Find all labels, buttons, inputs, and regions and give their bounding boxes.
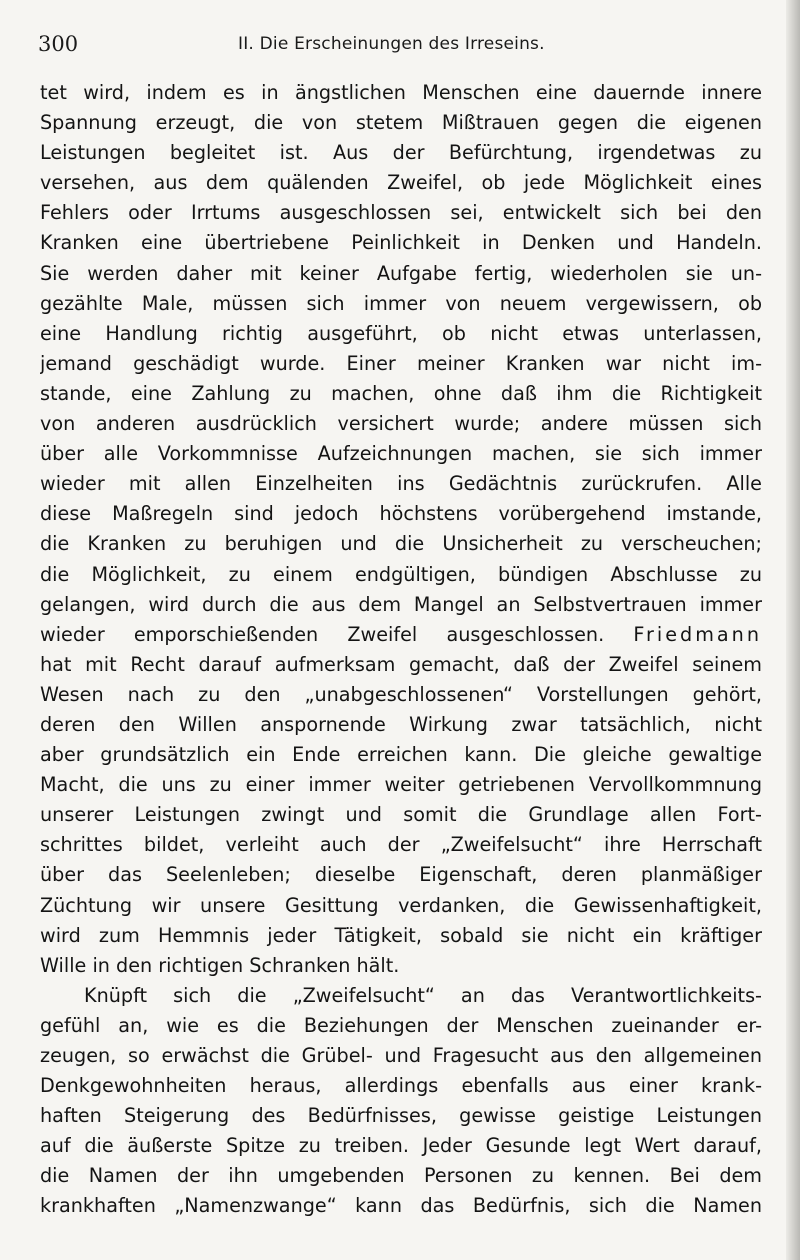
text-line: unserer Leistungen zwingt und somit die Grundlage allen Fort- bbox=[40, 803, 762, 827]
text-line: aber grundsätzlich ein Ende erreichen kann. Die gleiche gewaltige bbox=[40, 743, 762, 767]
text-line: gefühl an, wie es die Beziehungen der Menschen zueinander er- bbox=[40, 1013, 762, 1037]
text-line: über alle Vorkommnisse Aufzeichnungen machen, sie sich immer bbox=[40, 442, 762, 466]
body-text bbox=[40, 78, 762, 1222]
text-line: haften Steigerung des Bedürfnisses, gewisse geistige Leistungen bbox=[40, 1104, 762, 1128]
paragraph-first-line: Knüpft sich die „Zweifelsucht“ an das Verantwortlichkeits- bbox=[84, 983, 762, 1007]
text-line: Sie werden daher mit keiner Aufgabe fertig, wiederholen sie un- bbox=[40, 261, 762, 285]
text-line-part: wieder emporschießenden Zweifel ausgeschlossen. bbox=[40, 622, 605, 646]
text-line-with-name bbox=[40, 620, 762, 650]
text-line: wieder mit allen Einzelheiten ins Gedächtnis zurückrufen. Alle bbox=[40, 472, 762, 496]
text-line: Spannung erzeugt, die von stetem Mißtrauen gegen die eigenen bbox=[40, 111, 762, 135]
text-line: auf die äußerste Spitze zu treiben. Jeder Gesunde legt Wert darauf, bbox=[40, 1134, 762, 1158]
text-line: krankhaften „Namenzwange“ kann das Bedürfnis, sich die Namen bbox=[40, 1194, 762, 1218]
paragraph-last-line: Wille in den richtigen Schranken hält. bbox=[40, 953, 400, 977]
text-line: diese Maßregeln sind jedoch höchstens vorübergehend imstande, bbox=[40, 502, 762, 526]
text-line: zeugen, so erwächst die Grübel- und Fragesucht aus den allgemeinen bbox=[40, 1044, 762, 1067]
author-name: Friedmann bbox=[633, 622, 762, 646]
text-line: über das Seelenleben; dieselbe Eigenschaft, deren planmäßiger bbox=[40, 863, 762, 887]
text-line: von anderen ausdrücklich versichert wurde; andere müssen sich bbox=[40, 412, 762, 436]
text-line: Fehlers oder Irrtums ausgeschlossen sei, entwickelt sich bei den bbox=[40, 201, 762, 225]
text-line: Züchtung wir unsere Gesittung verdanken, die Gewissenhaftigkeit, bbox=[40, 893, 762, 917]
text-line: die Möglichkeit, zu einem endgültigen, bündigen Abschlusse zu bbox=[40, 562, 762, 586]
running-head: II. Die Erscheinungen des Irreseins. bbox=[238, 34, 545, 54]
text-line: gezählte Male, müssen sich immer von neuem vergewissern, ob bbox=[40, 291, 762, 315]
text-line: die Kranken zu beruhigen und die Unsicherheit zu verscheuchen; bbox=[40, 532, 762, 556]
text-line: schrittes bildet, verleiht auch der „Zweifelsucht“ ihre Herrschaft bbox=[40, 833, 762, 857]
page-number: 300 bbox=[38, 32, 79, 56]
text-line: jemand geschädigt wurde. Einer meiner Kranken war nicht im- bbox=[40, 351, 762, 375]
text-line: Kranken eine übertriebene Peinlichkeit in Denken und Handeln. bbox=[40, 231, 762, 255]
page-edge-shadow bbox=[786, 0, 800, 1260]
text-line: deren den Willen anspornende Wirkung zwar tatsächlich, nicht bbox=[40, 712, 762, 736]
text-line: versehen, aus dem quälenden Zweifel, ob jede Möglichkeit eines bbox=[40, 171, 762, 195]
text-line: Macht, die uns zu einer immer weiter getriebenen Vervollkommnung bbox=[40, 773, 762, 797]
text-line: die Namen der ihn umgebenden Personen zu kennen. Bei dem bbox=[40, 1164, 762, 1188]
text-line: Wesen nach zu den „unabgeschlossenen“ Vorstellungen gehört, bbox=[40, 682, 762, 706]
page-header bbox=[38, 30, 768, 62]
text-line: hat mit Recht darauf aufmerksam gemacht, daß der Zweifel seinem bbox=[40, 652, 762, 676]
text-line: gelangen, wird durch die aus dem Mangel an Selbstvertrauen immer bbox=[40, 592, 762, 616]
text-line: Leistungen begleitet ist. Aus der Befürchtung, irgendetwas zu bbox=[40, 141, 762, 165]
text-line: Denkgewohnheiten heraus, allerdings ebenfalls aus einer krank- bbox=[40, 1074, 762, 1098]
text-line: tet wird, indem es in ängstlichen Menschen eine dauernde innere bbox=[40, 81, 762, 104]
text-line: eine Handlung richtig ausgeführt, ob nicht etwas unterlassen, bbox=[40, 321, 762, 345]
text-line: stande, eine Zahlung zu machen, ohne daß ihm die Richtigkeit bbox=[40, 381, 762, 405]
text-line: wird zum Hemmnis jeder Tätigkeit, sobald sie nicht ein kräftiger bbox=[40, 923, 762, 947]
